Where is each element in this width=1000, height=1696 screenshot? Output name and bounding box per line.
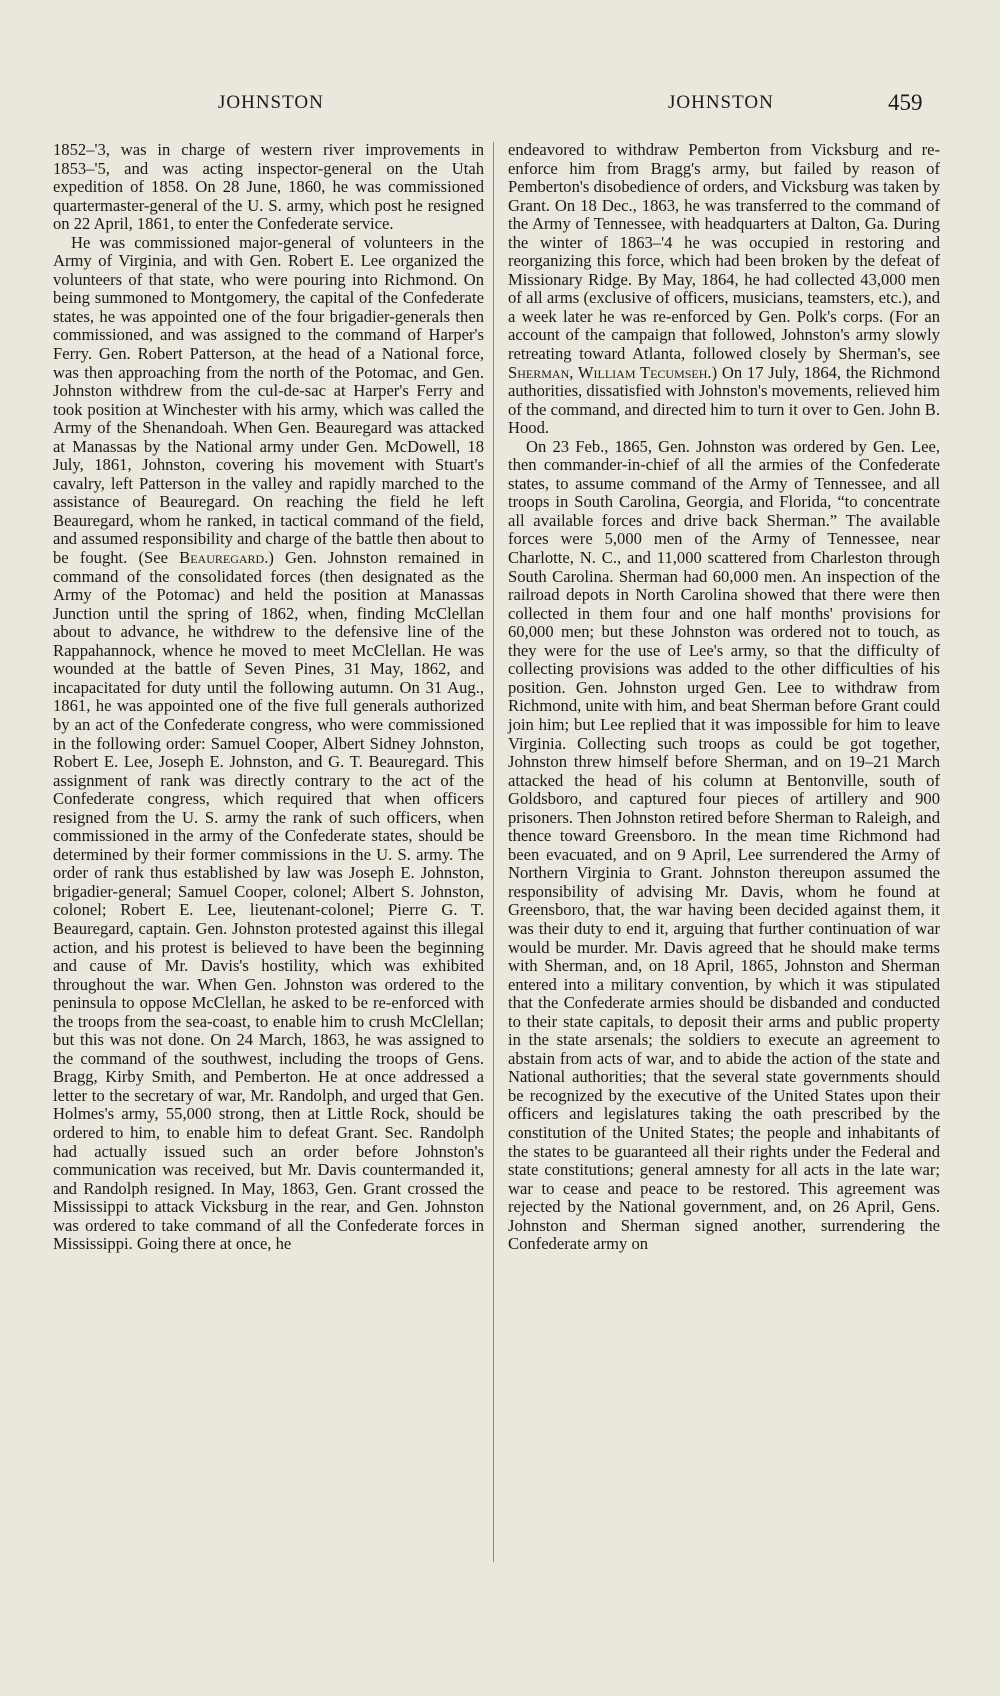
paragraph: 1852–'3, was in charge of western river improvements in 1853–'5, and was acting inspector-general on the Utah expedition of 1858. On 28 June, 1860, he was commissioned quartermaster-general of the U. S. army, which post he resigned on 22 April, 1861, to enter the Confederate service. [53,140,484,234]
page-number: 459 [888,90,923,115]
paragraph: On 23 Feb., 1865, Gen. Johnston was ordered by Gen. Lee, then commander-in-chief of all the armies of the Confederate states, to assume command of the Army of Tennessee, and all troops in South Carolina, Georgia, and Florida, “to concentrate all available forces and drive back Sherman.” The available forces were 5,000 men of the Army of Tennessee, near Charlotte, N. C., and 11,000 scattered from Charleston through South Carolina. Sherman had 60,000 men. An inspection of the railroad depots in North Carolina showed that there were then collected in them four and one half months' provisions for 60,000 men; but these Johnston was ordered not to touch, as they were for the use of Lee's army, so that the difficulty of collecting provisions was added to the other difficulties of his position. Gen. Johnston urged Gen. Lee to withdraw from Richmond, unite with him, and beat Sherman before Grant could join him; but Lee replied that it was impossible for him to leave Virginia. Collecting such troops as could be got together, Johnston threw himself before Sherman, and on 19–21 March attacked the head of his column at Bentonville, south of Goldsboro, and captured four pieces of artillery and 900 prisoners. Then Johnston retired before Sherman to Raleigh, and thence toward Greensboro. In the mean time Richmond had been evacuated, and on 9 April, Lee surrendered the Army of Northern Virginia to Grant. Johnston thereupon assumed the responsibility of advising Mr. Davis, whom he found at Greensboro, that, the war having been decided against them, it was their duty to end it, arguing that further continuation of war would be murder. Mr. Davis agreed that he should make terms with Sherman, and, on 18 April, 1865, Johnston and Sherman entered into a military convention, by which it was stipulated that the Confederate armies should be disbanded and conducted to their state capitals, to deposit their arms and public property in the state arsenals; the soldiers to execute an agreement to abstain from acts of war, and to abide the action of the state and National authorities; that the several state governments should be recognized by the executive of the United States upon their officers and legislatures taking the oath prescribed by the constitution of the United States; the people and inhabitants of the states to be guaranteed all their rights under the Federal and state constitutions; general amnesty for all acts in the late war; war to cease and peace to be restored. This agreement was rejected by the National government, and, on 26 April, Gens. Johnston and Sherman signed another, surrendering the Confederate army on [508,436,940,1254]
paragraph-text: endeavored to withdraw Pemberton from Vicksburg and re-enforce him from Bragg's army, but failed by reason of Pemberton's disobedience of orders, and Vicksburg was taken by Grant. On 18 Dec., 1863, he was transferred to the command of the Army of Tennessee, with headquarters at Dalton, Ga. During the winter of 1863–'4 he was occupied in restoring and reorganizing this force, which had been broken by the defeat of Missionary Ridge. By May, 1864, he had collected 43,000 men of all arms (exclusive of officers, musicians, teamsters, etc.), and a week later he was re-enforced by Gen. Polk's corps. (For an account of the campaign that followed, Johnston's army slowly retreating toward Atlanta, followed closely by Sherman's, see [508,140,940,364]
cross-reference: Beauregard. [179,548,269,568]
paragraph-text: He was commissioned major-general of volunteers in the Army of Virginia, and with Gen. Robert E. Lee organized the volunteers of that state, who were pouring into Richmond. On being summoned to Montgomery, the capital of the Confederate states, he was appointed one of the four brigadier-generals then commissioned, and was assigned to the command of Harper's Ferry. Gen. Robert Patterson, at the head of a National force, was then approaching from the north of the Potomac, and Gen. Johnston withdrew from the cul-de-sac at Harper's Ferry and took position at Winchester with his army, which was called the Army of the Shenandoah. When Gen. Beauregard was attacked at Manassas by the National army under Gen. McDowell, 18 July, 1861, Johnston, covering his movement with Stuart's cavalry, left Patterson in the valley and rapidly marched to the assistance of Beauregard. On reaching the field he left Beauregard, whom he ranked, in tactical command of the field, and assumed responsibility and charge of the battle then about to be fought. (See [53,232,484,568]
paragraph [53,234,484,1254]
right-column [508,141,940,1254]
running-head-left: JOHNSTON [218,92,324,113]
paragraph-text: ) Gen. Johnston remained in command of the consolidated forces (then designated as the Army of the Potomac) and held the position at Manassas Junction until the spring of 1862, when, finding McClellan about to advance, he withdrew to the defensive line of the Rappahannock, whence he moved to meet McClellan. He was wounded at the battle of Seven Pines, 31 May, 1862, and incapacitated for duty until the following autumn. On 31 Aug., 1861, he was appointed one of the five full generals authorized by an act of the Confederate congress, who were commissioned in the following order: Samuel Cooper, Albert Sidney Johnston, Robert E. Lee, Joseph E. Johnston, and G. T. Beauregard. This assignment of rank was directly contrary to the act of the Confederate congress, which required that when officers resigned from the U. S. army the rank of such officers, when commissioned in the army of the Confederate states, should be determined by their former commissions in the U. S. army. The order of rank thus established by law was Joseph E. Johnston, brigadier-general; Samuel Cooper, colonel; Albert S. Johnston, colonel; Robert E. Lee, lieutenant-colonel; Pierre G. T. Beauregard, captain. Gen. Johnston protested against this illegal action, and his protest is believed to have been the beginning and cause of Mr. Davis's hostility, which was exhibited throughout the war. When Gen. Johnston was ordered to the peninsula to oppose McClellan, he asked to be re-enforced with the troops from the sea-coast, to enable him to crush McClellan; but this was not done. On 24 March, 1863, he was assigned to the command of the southwest, including the troops of Gens. Bragg, Kirby Smith, and Pemberton. He at once addressed a letter to the secretary of war, Mr. Randolph, and urged that Gen. Holmes's army, 55,000 strong, then at Little Rock, should be ordered to him, to enable him to defeat Grant. Sec. Randolph had actually issued such an order before Johnston's communication was received, but Mr. Davis countermanded it, and Randolph resigned. In May, 1863, Gen. Grant crossed the Mississippi to attack Vicksburg in the rear, and Gen. Johnston was ordered to take command of all the Confederate forces in Mississippi. Going there at once, he [53,548,484,1254]
paragraph-text: ) On 17 July, 1864, the Richmond authorities, dissatisfied with Johnston's movements, relieved him of the command, and directed him to turn it over to Gen. John B. Hood. [508,362,940,438]
running-header [0,92,1000,122]
column-divider [493,142,494,1562]
paragraph [508,141,940,438]
cross-reference: Sherman, William Tecumseh. [508,362,712,382]
left-column [53,141,484,1254]
running-head-right: JOHNSTON [668,92,774,113]
